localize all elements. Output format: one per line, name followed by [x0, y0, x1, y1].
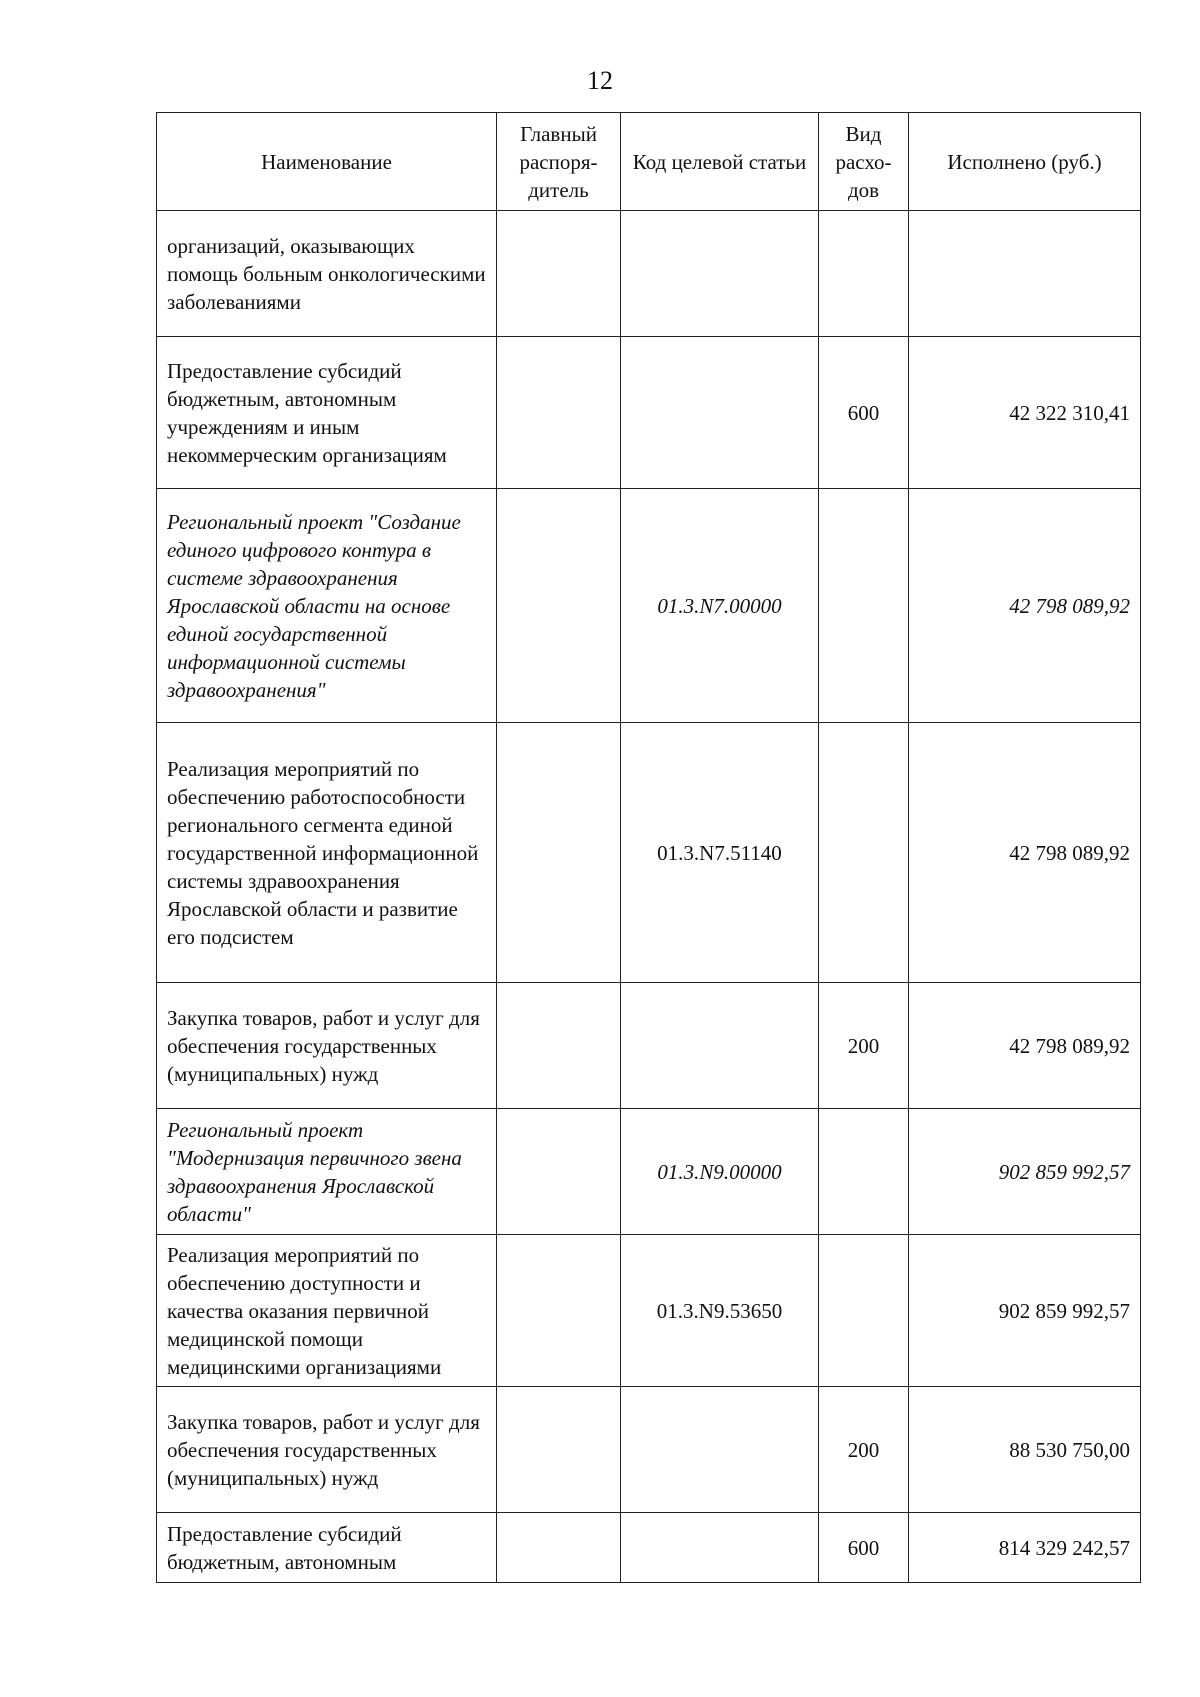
- column-header-code: Код целевой статьи: [621, 113, 819, 211]
- table-header-row: [157, 113, 1141, 211]
- cell-amount: [909, 211, 1141, 337]
- cell-code: [621, 1387, 819, 1513]
- cell-code: 01.3.N9.53650: [621, 1235, 819, 1387]
- cell-expense-type: [819, 489, 909, 723]
- table-row: [157, 1513, 1141, 1583]
- cell-name: Предоставление субсидий бюджетным, автономным: [157, 1513, 497, 1583]
- cell-expense-type: 600: [819, 1513, 909, 1583]
- cell-amount: 902 859 992,57: [909, 1109, 1141, 1235]
- cell-amount: 42 798 089,92: [909, 723, 1141, 983]
- cell-code: 01.3.N7.51140: [621, 723, 819, 983]
- table-row: [157, 337, 1141, 489]
- table-row: [157, 723, 1141, 983]
- table-row: [157, 1387, 1141, 1513]
- cell-manager: [497, 489, 621, 723]
- cell-expense-type: 200: [819, 983, 909, 1109]
- cell-name: Закупка товаров, работ и услуг для обеспечения государственных (муниципальных) нужд: [157, 1387, 497, 1513]
- cell-code: [621, 337, 819, 489]
- page-number: 12: [587, 66, 613, 95]
- cell-amount: 42 798 089,92: [909, 983, 1141, 1109]
- cell-expense-type: [819, 1235, 909, 1387]
- cell-amount: 814 329 242,57: [909, 1513, 1141, 1583]
- cell-code: 01.3.N9.00000: [621, 1109, 819, 1235]
- cell-name: Реализация мероприятий по обеспечению работоспособности регионального сегмента единой государственной информационной системы здравоохранения Ярославской области и развитие его подсистем: [157, 723, 497, 983]
- cell-expense-type: [819, 1109, 909, 1235]
- cell-code: [621, 983, 819, 1109]
- cell-manager: [497, 1235, 621, 1387]
- cell-name: организаций, оказывающих помощь больным онкологическими заболеваниями: [157, 211, 497, 337]
- cell-name: Закупка товаров, работ и услуг для обеспечения государственных (муниципальных) нужд: [157, 983, 497, 1109]
- table-row: [157, 983, 1141, 1109]
- cell-name: Региональный проект "Создание единого цифрового контура в системе здравоохранения Ярославской области на основе единой государственной информационной системы здравоохранения": [157, 489, 497, 723]
- cell-amount: 88 530 750,00: [909, 1387, 1141, 1513]
- cell-expense-type: [819, 723, 909, 983]
- cell-manager: [497, 1109, 621, 1235]
- table-row: [157, 211, 1141, 337]
- cell-manager: [497, 723, 621, 983]
- table-row: [157, 1235, 1141, 1387]
- column-header-type: Вид расхо-дов: [819, 113, 909, 211]
- cell-expense-type: 600: [819, 337, 909, 489]
- cell-manager: [497, 337, 621, 489]
- cell-manager: [497, 1513, 621, 1583]
- cell-name: Региональный проект "Модернизация первичного звена здравоохранения Ярославской области": [157, 1109, 497, 1235]
- cell-code: [621, 211, 819, 337]
- cell-manager: [497, 983, 621, 1109]
- cell-expense-type: 200: [819, 1387, 909, 1513]
- cell-manager: [497, 1387, 621, 1513]
- column-header-name: Наименование: [157, 113, 497, 211]
- budget-table: [156, 112, 1141, 1583]
- cell-amount: 902 859 992,57: [909, 1235, 1141, 1387]
- cell-expense-type: [819, 211, 909, 337]
- cell-code: [621, 1513, 819, 1583]
- table-row: [157, 1109, 1141, 1235]
- cell-code: 01.3.N7.00000: [621, 489, 819, 723]
- cell-name: Предоставление субсидий бюджетным, автономным учреждениям и иным некоммерческим организациям: [157, 337, 497, 489]
- cell-amount: 42 798 089,92: [909, 489, 1141, 723]
- cell-amount: 42 322 310,41: [909, 337, 1141, 489]
- table-row: [157, 489, 1141, 723]
- cell-manager: [497, 211, 621, 337]
- column-header-manager: Главный распоря-дитель: [497, 113, 621, 211]
- column-header-amount: Исполнено (руб.): [909, 113, 1141, 211]
- cell-name: Реализация мероприятий по обеспечению доступности и качества оказания первичной медицинской помощи медицинскими организациями: [157, 1235, 497, 1387]
